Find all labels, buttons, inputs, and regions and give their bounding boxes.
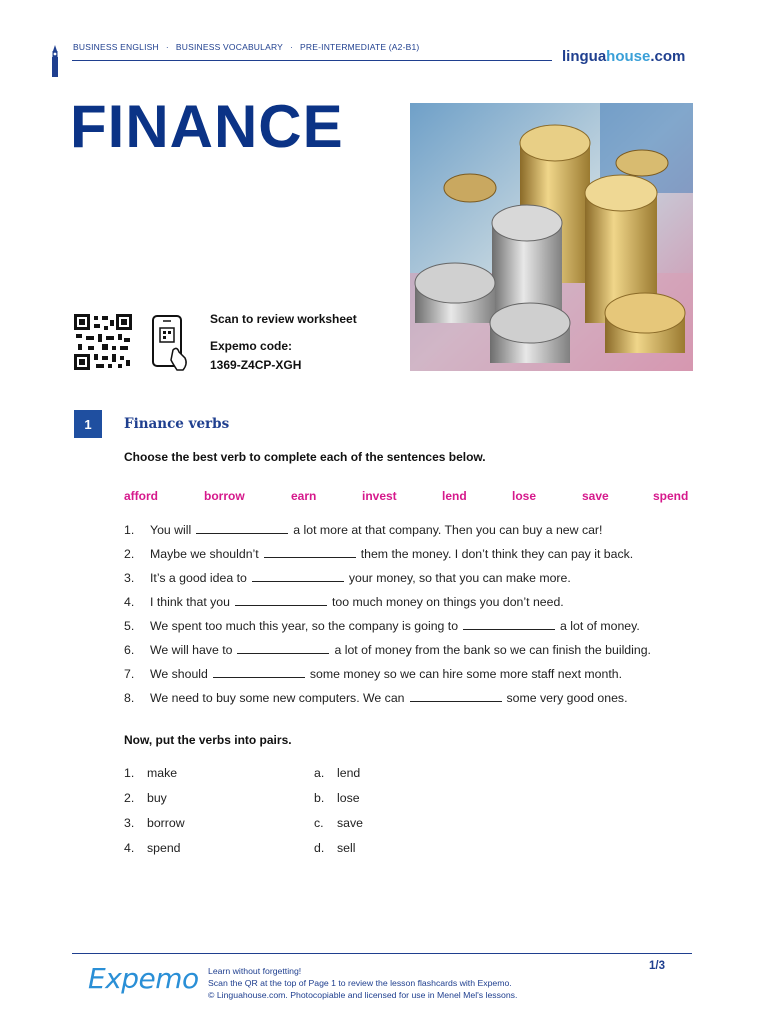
sentence-item: 7. We should some money so we can hire some more staff next month. <box>124 667 623 681</box>
big-ben-icon <box>49 45 61 77</box>
sentence-item: 6. We will have to a lot of money from the bank so we can finish the building. <box>124 643 651 657</box>
word-bank-item: save <box>582 489 609 503</box>
answer-blank[interactable] <box>252 572 344 582</box>
sentence-item: 1. You will a lot more at that company. Then you can buy a new car! <box>124 523 603 537</box>
word-bank-item: afford <box>124 489 158 503</box>
scan-label: Scan to review worksheet <box>210 312 357 326</box>
pair-item: 1. make <box>124 766 178 780</box>
footer-divider <box>72 953 692 954</box>
pair-item: 4. spend <box>124 841 181 855</box>
pairs-instruction: Now, put the verbs into pairs. <box>124 733 292 747</box>
breadcrumb-level-2: BUSINESS VOCABULARY <box>175 42 284 52</box>
phone-scan-icon <box>151 314 191 372</box>
word-bank-item: lose <box>512 489 537 503</box>
answer-blank[interactable] <box>410 692 502 702</box>
section-number-badge: 1 <box>74 410 102 438</box>
sentence-item: 5. We spent too much this year, so the company is going to a lot of money. <box>124 619 640 633</box>
page-title: FINANCE <box>70 93 344 160</box>
breadcrumb-level-3: PRE-INTERMEDIATE (A2-B1) <box>300 42 420 52</box>
expemo-code-label: Expemo code: <box>210 339 293 353</box>
sentence-item: 3. It’s a good idea to your money, so that you can make more. <box>124 571 571 585</box>
breadcrumb-level-1: BUSINESS ENGLISH <box>73 42 159 52</box>
sentence-item: 2. Maybe we shouldn’t them the money. I don’t think they can pay it back. <box>124 547 634 561</box>
footer-instruction: Scan the QR at the top of Page 1 to review the lesson flashcards with Expemo. <box>208 978 512 988</box>
qr-code-icon[interactable] <box>74 314 132 370</box>
footer-tagline: Learn without forgetting! <box>208 966 302 976</box>
expemo-code-value: 1369-Z4CP-XGH <box>210 358 302 372</box>
answer-blank[interactable] <box>196 524 288 534</box>
pair-item: 3. borrow <box>124 816 185 830</box>
word-bank-item: spend <box>653 489 689 503</box>
word-bank-item: invest <box>362 489 397 503</box>
sentence-item: 8. We need to buy some new computers. We can some very good ones. <box>124 691 628 705</box>
linguahouse-logo: linguahouse.com <box>562 48 686 65</box>
answer-blank[interactable] <box>237 644 329 654</box>
answer-blank[interactable] <box>264 548 356 558</box>
pair-item: b. lose <box>314 791 360 805</box>
word-bank-item: borrow <box>204 489 245 503</box>
pair-item: c. save <box>314 816 363 830</box>
pair-item: d. sell <box>314 841 356 855</box>
section-title: Finance verbs <box>124 416 230 432</box>
exercise-instruction: Choose the best verb to complete each of the sentences below. <box>124 450 486 464</box>
page-number: 1/3 <box>649 960 665 972</box>
word-bank-item: earn <box>291 489 317 503</box>
answer-blank[interactable] <box>235 596 327 606</box>
header-divider <box>72 60 552 61</box>
expemo-logo: Expemo <box>88 962 199 995</box>
breadcrumb: BUSINESS ENGLISH · BUSINESS VOCABULARY · PRE-INTERMEDIATE (A2-B1) <box>73 42 420 52</box>
answer-blank[interactable] <box>463 620 555 630</box>
word-bank-item: lend <box>442 489 467 503</box>
answer-blank[interactable] <box>213 668 305 678</box>
coins-photo <box>410 103 693 371</box>
pair-item: 2. buy <box>124 791 167 805</box>
sentence-item: 4. I think that you too much money on things you don’t need. <box>124 595 564 609</box>
pair-item: a. lend <box>314 766 361 780</box>
footer-copyright: © Linguahouse.com. Photocopiable and licensed for use in Menel Mel's lessons. <box>208 990 518 1000</box>
